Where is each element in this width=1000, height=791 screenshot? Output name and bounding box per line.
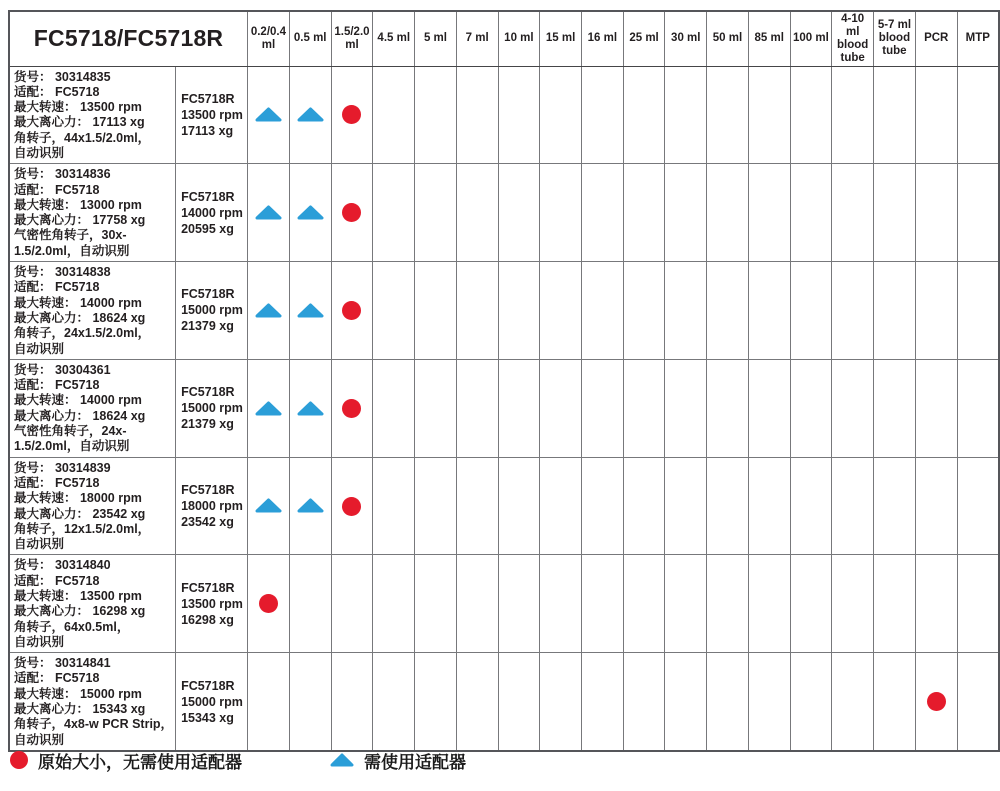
compatibility-cell <box>832 66 874 164</box>
desc-line: 最大转速： 14000 rpm <box>14 295 142 310</box>
column-header-0-5-ml: 0.5 ml <box>289 11 331 66</box>
desc-line: 最大转速： 13500 rpm <box>14 589 142 603</box>
adapter-required-triangle-icon <box>255 399 282 416</box>
compatibility-cell <box>748 653 790 751</box>
compatibility-cell <box>331 555 373 653</box>
compatibility-cell <box>915 457 957 555</box>
compatibility-cell <box>373 359 415 457</box>
compatibility-cell <box>456 555 498 653</box>
table-row <box>9 457 999 555</box>
desc-line: 适配： FC5718 <box>14 671 100 686</box>
compatibility-cell <box>540 164 582 262</box>
compatibility-cell <box>498 359 540 457</box>
compatibility-cell <box>331 66 373 164</box>
adapter-required-triangle-icon <box>297 497 324 514</box>
legend-item <box>10 748 242 773</box>
compatibility-cell <box>373 653 415 751</box>
rotor-description-cell <box>9 164 176 262</box>
column-header-10-ml: 10 ml <box>498 11 540 66</box>
desc-line: 适配： FC5718 <box>14 475 100 490</box>
spec-line: 16298 xg <box>181 612 234 627</box>
compatibility-cell <box>456 262 498 360</box>
compatibility-cell <box>623 555 665 653</box>
rotor-description-cell <box>9 555 176 653</box>
compatibility-cell <box>540 66 582 164</box>
adapter-required-triangle-icon <box>255 497 282 514</box>
compatibility-cell <box>748 555 790 653</box>
table-row <box>9 555 999 653</box>
compatibility-cell <box>707 359 749 457</box>
compatibility-cell <box>289 262 331 360</box>
compatibility-cell <box>665 66 707 164</box>
desc-line: 货号： 30304361 <box>14 362 111 377</box>
adapter-required-triangle-icon <box>297 301 324 318</box>
compatibility-cell <box>790 164 832 262</box>
adapter-required-triangle-icon <box>255 106 282 123</box>
rotor-description-cell <box>9 262 176 360</box>
compatibility-cell <box>790 457 832 555</box>
compatibility-cell <box>832 164 874 262</box>
compatibility-cell <box>289 457 331 555</box>
compatibility-cell <box>623 66 665 164</box>
spec-line: 23542 xg <box>181 515 234 530</box>
desc-line: 自动识别 <box>14 634 65 649</box>
compatibility-cell <box>665 457 707 555</box>
compatibility-cell <box>581 164 623 262</box>
compatibility-cell <box>915 555 957 653</box>
table-row <box>9 262 999 360</box>
desc-line: 最大转速： 13500 rpm <box>14 100 142 115</box>
adapter-required-triangle-icon <box>297 399 324 416</box>
compatibility-cell <box>874 457 916 555</box>
compatibility-cell <box>540 555 582 653</box>
desc-line: 角转子，12x1.5/2.0ml， <box>14 521 151 536</box>
compatibility-cell <box>415 457 457 555</box>
compatibility-cell <box>874 653 916 751</box>
column-header-25-ml: 25 ml <box>623 11 665 66</box>
compatibility-cell <box>832 653 874 751</box>
compatibility-cell <box>373 164 415 262</box>
compatibility-cell <box>415 555 457 653</box>
compatibility-cell <box>957 66 999 164</box>
column-header-mtp: MTP <box>957 11 999 66</box>
table-title: FC5718/FC5718R <box>9 11 248 66</box>
column-header-7-ml: 7 ml <box>456 11 498 66</box>
compatibility-cell <box>373 262 415 360</box>
compatibility-cell <box>289 555 331 653</box>
compatibility-cell <box>623 262 665 360</box>
compatibility-cell <box>581 262 623 360</box>
desc-line: 适配： FC5718 <box>14 182 100 197</box>
compatibility-cell <box>415 262 457 360</box>
desc-line: 适配： FC5718 <box>14 378 100 393</box>
compatibility-cell <box>581 359 623 457</box>
compatibility-cell <box>540 262 582 360</box>
compatibility-cell <box>581 555 623 653</box>
desc-line: 货号： 30314840 <box>14 558 111 573</box>
compatibility-cell <box>915 653 957 751</box>
compatibility-cell <box>748 457 790 555</box>
table-row <box>9 66 999 164</box>
compatibility-cell <box>707 66 749 164</box>
compatibility-cell <box>498 457 540 555</box>
compatibility-cell <box>331 262 373 360</box>
compatibility-cell <box>498 555 540 653</box>
column-header-100-ml: 100 ml <box>790 11 832 66</box>
spec-line: 17113 xg <box>181 123 234 138</box>
compatibility-cell <box>790 359 832 457</box>
desc-line: 气密性角转子，24x- <box>14 424 127 439</box>
compatibility-cell <box>331 359 373 457</box>
original-size-circle-icon <box>342 203 361 222</box>
rotor-description-cell <box>9 653 176 751</box>
compatibility-cell <box>790 555 832 653</box>
compatibility-cell <box>415 164 457 262</box>
desc-line: 1.5/2.0ml，自动识别 <box>14 243 130 258</box>
desc-line: 角转子，44x1.5/2.0ml， <box>14 130 151 145</box>
fc5718r-spec-cell <box>176 262 248 360</box>
compatibility-cell <box>373 66 415 164</box>
original-size-circle-icon <box>10 751 28 769</box>
compatibility-cell <box>456 359 498 457</box>
desc-line: 最大离心力： 15343 xg <box>14 702 146 717</box>
compatibility-cell <box>832 359 874 457</box>
spec-line: 18000 rpm <box>181 499 243 514</box>
compatibility-cell <box>748 359 790 457</box>
original-size-circle-icon <box>342 301 361 320</box>
compatibility-cell <box>957 555 999 653</box>
adapter-required-triangle-icon <box>330 751 354 769</box>
compatibility-cell <box>456 66 498 164</box>
compatibility-cell <box>289 164 331 262</box>
adapter-required-triangle-icon <box>255 204 282 221</box>
compatibility-cell <box>331 457 373 555</box>
compatibility-cell <box>248 164 290 262</box>
compatibility-cell <box>373 457 415 555</box>
column-header-85-ml: 85 ml <box>748 11 790 66</box>
compatibility-cell <box>248 359 290 457</box>
compatibility-cell <box>790 262 832 360</box>
compatibility-cell <box>456 653 498 751</box>
desc-line: 角转子，4x8-w PCR Strip， <box>14 717 174 732</box>
spec-line: 21379 xg <box>181 319 234 334</box>
desc-line: 最大转速： 15000 rpm <box>14 686 142 701</box>
original-size-circle-icon <box>342 105 361 124</box>
fc5718r-spec-cell <box>176 66 248 164</box>
column-header-4-5-ml: 4.5 ml <box>373 11 415 66</box>
spec-line: FC5718R <box>181 678 235 693</box>
compatibility-cell <box>832 262 874 360</box>
desc-line: 1.5/2.0ml，自动识别 <box>14 439 130 454</box>
table-row <box>9 359 999 457</box>
spec-line: FC5718R <box>181 385 235 400</box>
compatibility-cell <box>707 457 749 555</box>
compatibility-cell <box>373 555 415 653</box>
rotor-description-cell <box>9 359 176 457</box>
column-header-50-ml: 50 ml <box>707 11 749 66</box>
legend-label: 需使用适配器 <box>364 752 466 772</box>
spec-line: FC5718R <box>181 287 235 302</box>
compatibility-cell <box>874 66 916 164</box>
compatibility-cell <box>498 164 540 262</box>
desc-line: 货号： 30314835 <box>14 69 111 84</box>
compatibility-cell <box>540 457 582 555</box>
legend <box>10 746 466 774</box>
column-header-0-2-0-4-ml: 0.2/0.4 ml <box>248 11 290 66</box>
compatibility-cell <box>665 653 707 751</box>
spec-line: FC5718R <box>181 189 235 204</box>
desc-line: 货号： 30314839 <box>14 460 111 475</box>
header-row <box>9 11 999 66</box>
compatibility-cell <box>540 359 582 457</box>
fc5718r-spec-cell <box>176 555 248 653</box>
desc-line: 最大离心力： 17758 xg <box>14 213 146 228</box>
compatibility-cell <box>748 66 790 164</box>
desc-line: 最大转速： 13000 rpm <box>14 197 142 212</box>
desc-line: 适配： FC5718 <box>14 84 100 99</box>
compatibility-cell <box>415 359 457 457</box>
desc-line: 最大转速： 14000 rpm <box>14 393 142 408</box>
adapter-required-triangle-icon <box>255 301 282 318</box>
desc-line: 适配： FC5718 <box>14 280 100 295</box>
rotor-description-cell <box>9 66 176 164</box>
spec-line: 15000 rpm <box>181 401 243 416</box>
desc-line: 货号： 30314838 <box>14 265 111 280</box>
compatibility-cell <box>623 359 665 457</box>
column-header-pcr: PCR <box>915 11 957 66</box>
desc-line: 适配： FC5718 <box>14 573 100 588</box>
spec-line: 13500 rpm <box>181 596 243 611</box>
desc-line: 最大离心力： 18624 xg <box>14 408 146 423</box>
compatibility-cell <box>248 66 290 164</box>
compatibility-cell <box>581 457 623 555</box>
compatibility-cell <box>331 653 373 751</box>
desc-line: 最大离心力： 23542 xg <box>14 506 146 521</box>
compatibility-cell <box>498 262 540 360</box>
compatibility-cell <box>707 653 749 751</box>
compatibility-cell <box>665 164 707 262</box>
rotor-description-cell <box>9 457 176 555</box>
compatibility-cell <box>957 262 999 360</box>
compatibility-cell <box>832 555 874 653</box>
compatibility-cell <box>665 555 707 653</box>
column-header-4-10-ml-blood-tube: 4-10 ml blood tube <box>832 11 874 66</box>
desc-line: 自动识别 <box>14 537 65 552</box>
original-size-circle-icon <box>342 497 361 516</box>
compatibility-cell <box>957 457 999 555</box>
adapter-required-triangle-icon <box>297 106 324 123</box>
desc-line: 货号： 30314841 <box>14 656 111 671</box>
spec-line: FC5718R <box>181 483 235 498</box>
fc5718r-spec-cell <box>176 164 248 262</box>
compatibility-cell <box>790 653 832 751</box>
compatibility-cell <box>707 555 749 653</box>
compatibility-cell <box>915 262 957 360</box>
spec-line: 21379 xg <box>181 417 234 432</box>
compatibility-cell <box>248 262 290 360</box>
desc-line: 最大离心力： 16298 xg <box>14 604 146 619</box>
rotor-compatibility-table <box>8 10 1000 752</box>
desc-line: 最大离心力： 18624 xg <box>14 310 146 325</box>
compatibility-cell <box>915 359 957 457</box>
spec-line: 15343 xg <box>181 710 234 725</box>
column-header-5-7-ml-blood-tube: 5-7 ml blood tube <box>874 11 916 66</box>
table-row <box>9 653 999 751</box>
desc-line: 气密性角转子，30x- <box>14 228 127 243</box>
compatibility-cell <box>456 164 498 262</box>
compatibility-cell <box>748 262 790 360</box>
spec-line: 13500 rpm <box>181 107 243 122</box>
legend-item <box>330 748 466 773</box>
compatibility-cell <box>289 66 331 164</box>
compatibility-cell <box>289 359 331 457</box>
legend-label: 原始大小，无需使用适配器 <box>38 752 242 772</box>
spec-line: 15000 rpm <box>181 694 243 709</box>
desc-line: 角转子，64x0.5ml， <box>14 619 130 634</box>
compatibility-cell <box>915 164 957 262</box>
spec-line: 15000 rpm <box>181 303 243 318</box>
original-size-circle-icon <box>927 692 946 711</box>
spec-line: 14000 rpm <box>181 205 243 220</box>
spec-line: FC5718R <box>181 91 235 106</box>
compatibility-cell <box>874 262 916 360</box>
compatibility-cell <box>832 457 874 555</box>
compatibility-cell <box>623 457 665 555</box>
compatibility-cell <box>248 555 290 653</box>
compatibility-cell <box>540 653 582 751</box>
compatibility-cell <box>915 66 957 164</box>
compatibility-cell <box>248 457 290 555</box>
fc5718r-spec-cell <box>176 359 248 457</box>
compatibility-cell <box>623 164 665 262</box>
column-header-15-ml: 15 ml <box>540 11 582 66</box>
compatibility-cell <box>957 359 999 457</box>
compatibility-cell <box>498 653 540 751</box>
compatibility-cell <box>415 653 457 751</box>
adapter-required-triangle-icon <box>297 204 324 221</box>
compatibility-cell <box>456 457 498 555</box>
compatibility-cell <box>748 164 790 262</box>
compatibility-cell <box>665 262 707 360</box>
column-header-1-5-2-0-ml: 1.5/2.0 ml <box>331 11 373 66</box>
spec-line: 20595 xg <box>181 221 234 236</box>
compatibility-cell <box>665 359 707 457</box>
compatibility-cell <box>498 66 540 164</box>
compatibility-cell <box>790 66 832 164</box>
table-row <box>9 164 999 262</box>
desc-line: 自动识别 <box>14 341 65 356</box>
compatibility-cell <box>707 164 749 262</box>
compatibility-cell <box>874 164 916 262</box>
compatibility-cell <box>957 164 999 262</box>
compatibility-cell <box>957 653 999 751</box>
compatibility-cell <box>331 164 373 262</box>
desc-line: 自动识别 <box>14 732 65 747</box>
original-size-circle-icon <box>342 399 361 418</box>
fc5718r-spec-cell <box>176 653 248 751</box>
compatibility-cell <box>623 653 665 751</box>
compatibility-cell <box>415 66 457 164</box>
desc-line: 货号： 30314836 <box>14 167 111 182</box>
desc-line: 最大转速： 18000 rpm <box>14 491 142 506</box>
original-size-circle-icon <box>259 594 278 613</box>
column-header-16-ml: 16 ml <box>581 11 623 66</box>
desc-line: 自动识别 <box>14 145 65 160</box>
compatibility-cell <box>581 653 623 751</box>
compatibility-cell <box>874 555 916 653</box>
desc-line: 最大离心力： 17113 xg <box>14 115 145 130</box>
desc-line: 角转子，24x1.5/2.0ml， <box>14 326 151 341</box>
column-header-30-ml: 30 ml <box>665 11 707 66</box>
compatibility-cell <box>707 262 749 360</box>
compatibility-cell <box>248 653 290 751</box>
fc5718r-spec-cell <box>176 457 248 555</box>
spec-line: FC5718R <box>181 580 235 595</box>
compatibility-cell <box>581 66 623 164</box>
compatibility-cell <box>289 653 331 751</box>
column-header-5-ml: 5 ml <box>415 11 457 66</box>
compatibility-cell <box>874 359 916 457</box>
